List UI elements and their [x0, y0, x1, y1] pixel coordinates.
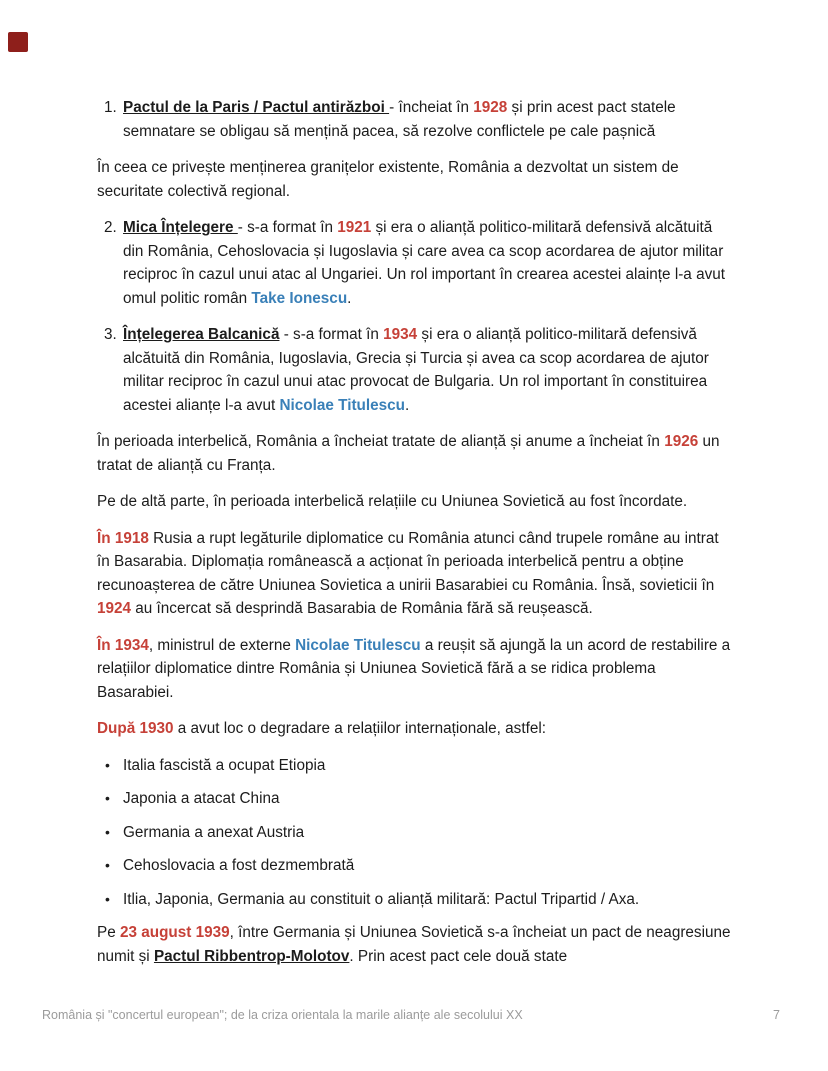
text-run: a reușit să ajungă la un acord de restabilire a relațiilor diplomatice dintre România și Uniunea Sovietică fără a se ridica problema Basarabiei.: [97, 636, 731, 701]
person-link[interactable]: Nicolae Titulescu: [295, 636, 421, 654]
bullet-icon: •: [105, 823, 110, 840]
text-run: Italia fascistă a ocupat Etiopia: [123, 756, 326, 774]
document-content: [97, 96, 733, 981]
person-link[interactable]: Take Ionescu: [251, 289, 348, 307]
paragraph: [97, 717, 733, 741]
term-title: Mica Înțelegere: [123, 219, 238, 236]
date-highlight: 23 august 1939: [119, 924, 230, 941]
bullet-list-item: [97, 754, 733, 778]
text-run: - s-a format în: [237, 219, 338, 236]
text-run: Germania a anexat Austria: [123, 823, 305, 841]
text-run: Rusia a rupt legăturile diplomatice cu România atunci când trupele române au intrat în Basarabia. Diplomația românească a acționat în perioada interbelică pentru a obține recunoașterea de către Uniunea Sovietica a unirii Basarabiei cu România. Însă, sovieticii în: [97, 529, 719, 594]
bullet-list-item: [97, 787, 733, 811]
text-run: și prin acest pact statele semnatare se obligau să mențină pacea, să rezolve conflictele pe cale pașnică: [123, 99, 676, 140]
text-run: , între Germania și Uniunea Sovietică s-a încheiat un pact de neagresiune numit și: [97, 924, 731, 965]
text-run: și era o alianță politico-militară defensivă alcătuită din România, Iugoslavia, Grecia și Turcia și avea ca scop acordarea de ajutor militar reciproc în cazul unui atac provocat de Bulgaria. Un rol important în constituirea acestei alianțe l-a avut: [123, 326, 709, 414]
text-run: În perioada interbelică, România a încheiat tratate de alianță și anume a încheiat în: [97, 433, 665, 450]
date-highlight: 1921: [337, 219, 372, 236]
text-run: .: [347, 289, 352, 307]
bullet-icon: •: [105, 890, 110, 907]
text-run: un tratat de alianță cu Franța.: [97, 433, 720, 474]
text-run: - s-a format în: [279, 326, 384, 343]
list-item-text: [123, 323, 733, 417]
numbered-list-item: [97, 96, 733, 143]
text-run: , ministrul de externe: [148, 636, 296, 654]
date-highlight: 1934: [383, 326, 418, 343]
paragraph: [97, 156, 733, 203]
bullet-list-item: [97, 854, 733, 878]
text-run: .: [405, 396, 410, 414]
list-item-text: [123, 96, 733, 143]
numbered-list-item: [97, 216, 733, 310]
list-number: 1.: [104, 99, 117, 116]
list-item-text: [123, 787, 733, 811]
list-item-text: [123, 754, 733, 778]
page-corner-marker: [8, 32, 28, 52]
paragraph: [97, 921, 733, 968]
list-item-text: [123, 888, 733, 912]
paragraph: [97, 634, 733, 705]
text-run: a avut loc o degradare a relațiilor internaționale, astfel:: [173, 720, 546, 737]
text-run: și era o alianță politico-militară defensivă alcătuită din România, Cehoslovacia și Iugoslavia și care avea ca scop acordarea de ajutor militar reciproc în cazul unui atac al Ungariei. Un rol important în crearea acestei alaințe l-a avut omul politic român: [123, 219, 725, 307]
bullet-icon: •: [105, 790, 110, 806]
footer: [42, 1008, 780, 1022]
text-run: Itlia, Japonia, Germania au constituit o alianță militară: Pactul Tripartid / Axa.: [123, 890, 640, 908]
text-run: Pe de altă parte, în perioada interbelică relațiile cu Uniunea Sovietică au fost încordate.: [97, 493, 688, 510]
list-number: 3.: [104, 326, 117, 343]
list-number: 2.: [104, 219, 117, 236]
date-highlight: 1926: [664, 433, 699, 450]
text-run: În ceea ce privește menținerea granițelor existente, România a dezvoltat un sistem de securitate colectivă regional.: [97, 159, 679, 200]
bullet-icon: •: [105, 756, 110, 773]
term-title: Înțelegerea Balcanică: [123, 326, 280, 343]
bullet-list-item: [97, 888, 733, 912]
list-item-text: [123, 216, 733, 310]
date-highlight: 1924: [97, 600, 132, 617]
footer-title: România și "concertul european"; de la criza orientala la marile alianțe ale secolului XX: [42, 1008, 523, 1022]
text-run: Pe: [97, 924, 120, 941]
date-highlight: După 1930: [97, 720, 174, 737]
text-run: . Prin acest pact cele două state: [349, 947, 568, 965]
paragraph: [97, 527, 733, 621]
term-title: Pactul de la Paris / Pactul antirăzboi: [123, 99, 390, 116]
list-item-text: [123, 821, 733, 845]
numbered-list-item: [97, 323, 733, 417]
list-item-text: [123, 854, 733, 878]
page-number: 7: [773, 1008, 780, 1022]
date-highlight: În 1918: [97, 529, 149, 547]
paragraph: [97, 490, 733, 514]
date-highlight: În 1934: [97, 636, 149, 654]
person-link[interactable]: Nicolae Titulescu: [279, 396, 406, 414]
text-run: Japonia a atacat China: [123, 790, 280, 807]
text-run: - încheiat în: [389, 99, 474, 116]
bullet-icon: •: [105, 857, 110, 873]
term-title: Pactul Ribbentrop-Molotov: [153, 947, 350, 965]
date-highlight: 1928: [473, 99, 508, 116]
paragraph: [97, 430, 733, 477]
text-run: Cehoslovacia a fost dezmembrată: [123, 857, 355, 874]
text-run: au încercat să desprindă Basarabia de România fără să reușească.: [131, 600, 593, 617]
bullet-list-item: [97, 821, 733, 845]
